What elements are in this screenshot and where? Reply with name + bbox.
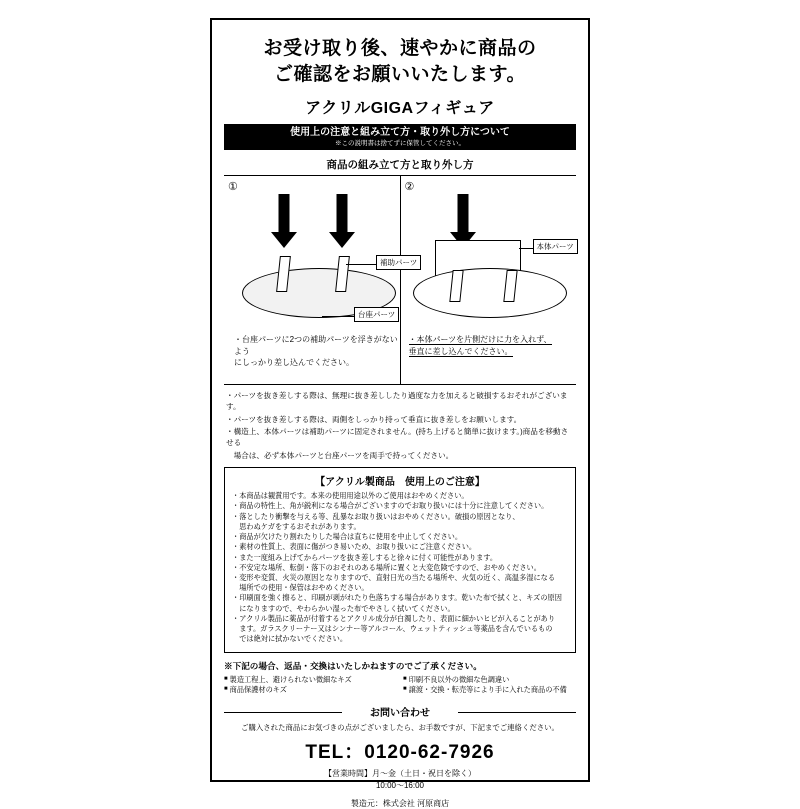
contact-heading-text: お問い合わせ: [364, 708, 436, 719]
caution-item-7: ・不安定な場所、転倒・落下のおそれのある場所に置くと大変危険ですので、おやめください。: [232, 562, 541, 572]
returns-item-3: ■ 譲渡・交換・転売等により手に入れた商品の不備: [403, 685, 576, 696]
caution-item-14: では絶対に拭かないでください。: [232, 634, 348, 644]
contact-heading: [224, 704, 576, 719]
returns-item-0: ■ 製造工程上、避けられない微細なキズ: [224, 675, 397, 686]
label-base-parts: 台座パーツ: [354, 307, 399, 322]
caution-item-11: になりますので、やわらかい湿った布でやさしく拭いてください。: [232, 603, 455, 613]
caution-item-5: ・素材の性質上、表面に傷がつき易いため、お取り扱いにご注意ください。: [232, 542, 477, 552]
black-header-bar: [224, 124, 576, 150]
caption-step-2: [409, 334, 552, 357]
caution-item-0: ・本商品は観賞用です。本来の使用用途以外のご使用はおやめください。: [232, 491, 469, 501]
contact-telephone[interactable]: TEL：0120-62-7926: [305, 742, 495, 764]
caution-item-8: ・変形や変質、火災の原因となりますので、直射日光の当たる場所や、火気の近く、高温多湿になる: [232, 573, 556, 582]
caption-step-2-line2: 垂直に差し込んでください。: [408, 346, 513, 356]
usage-note-3: 場合は、必ず本体パーツと台座パーツを両手で持ってください。: [226, 450, 454, 460]
caution-item-10: ・印刷面を強く擦ると、印刷が剥がれたり色落ちする場合があります。乾いた布で拭くと、キズの原因: [232, 593, 562, 603]
usage-notes: [226, 390, 574, 461]
step-2-number: ②: [404, 180, 415, 193]
page-title-line1: お受け取り後、速やかに商品の: [263, 38, 537, 59]
contact-hours: [224, 768, 576, 792]
caption-step-1-line2: にしっかり差し込んでください。: [234, 358, 354, 368]
black-header-text: 使用上の注意と組み立て方・取り外し方について: [290, 127, 510, 139]
caution-item-1: ・商品の特性上、角が鋭利になる場合がございますのでお取り扱いには十分に注意してください。: [232, 501, 549, 511]
caption-step-2-line1: ・本体パーツを片側だけに力を入れず、: [408, 334, 552, 344]
caption-step-1-line1: ・台座パーツに2つの補助パーツを浮きがないよう: [234, 334, 398, 356]
returns-item-2: ■ 商品保護材のキズ: [224, 685, 397, 696]
assembly-diagram: [224, 175, 576, 385]
caution-box: [224, 467, 576, 652]
caution-item-13: ます。ガラスクリーナー又はシンナー等アルコール、ウェットティッシュ等薬品を含んでいるもの: [232, 624, 553, 634]
step-1-number: ①: [228, 180, 238, 193]
section-heading: 商品の組み立て方と取り外し方: [326, 158, 474, 171]
caution-list: [232, 491, 568, 644]
returns-item-1: ■ 印刷不良以外の微細な色調違い: [403, 675, 576, 686]
usage-note-0: ・パーツを抜き差しする際は、無理に抜き差ししたり過度な力を加えると破損するおそれがございます。: [226, 390, 568, 412]
label-body-parts: 本体パーツ: [533, 239, 578, 254]
usage-note-2: ・構造上、本体パーツは補助パーツに固定されません。(持ち上げると簡単に抜けます。)商品を移動させる: [226, 427, 569, 448]
returns-heading: ※下記の場合、返品・交換はいたしかねますのでご了承ください。: [224, 660, 482, 671]
diagram-step-1: [224, 176, 418, 384]
diagram-step-2: [401, 176, 577, 384]
leader-base-parts: [322, 316, 356, 317]
leader-support-parts: [346, 264, 378, 265]
caution-item-3: 思わぬケガをするおそれがあります。: [232, 521, 361, 531]
contact-hours-line2: 10:00〜16:00: [375, 781, 425, 791]
page-title-line2: ご確認をお願いいたします。: [274, 63, 526, 85]
black-header-note: ※この説明書は捨てずに保管してください。: [335, 139, 465, 147]
product-name: アクリルGIGAフィギュア: [305, 100, 495, 118]
caution-item-2: ・落としたり衝撃を与える等、乱暴なお取り扱いはおやめください。破損の原因となり、: [232, 511, 520, 521]
caution-heading: 【アクリル製商品 使用上のご注意】: [315, 477, 485, 489]
base-part-ellipse-2: [413, 268, 567, 318]
caption-step-1: [234, 334, 400, 369]
usage-note-1: ・パーツを抜き差しする際は、両側をしっかり持って垂直に抜き差しをお願いします。: [226, 414, 522, 424]
page-title: [224, 36, 576, 87]
manufacturer: 製造元：株式会社 河原商店: [350, 799, 450, 809]
label-support-parts: 補助パーツ: [376, 255, 421, 270]
caution-item-4: ・商品が欠けたり割れたりした場合は直ちに使用を中止してください。: [232, 532, 463, 542]
caution-item-6: ・また一度組み上げてからパーツを抜き差しすると徐々に付く可能性があります。: [232, 552, 498, 562]
contact-hours-line1: 【営業時間】月〜金（土日・祝日を除く）: [324, 769, 476, 779]
returns-list: [224, 675, 576, 697]
instruction-sheet: [210, 18, 590, 809]
contact-instruction: ご購入された商品にお気づきの点がございましたら、お手数ですが、下記までご連絡ください。: [241, 723, 559, 733]
caution-item-12: ・アクリル製品に薬品が付着するとアクリル成分が白濁したり、表面に細かいヒビが入ることがあり: [232, 613, 556, 623]
caution-item-9: 場所での使用・保管はおやめください。: [232, 583, 369, 593]
